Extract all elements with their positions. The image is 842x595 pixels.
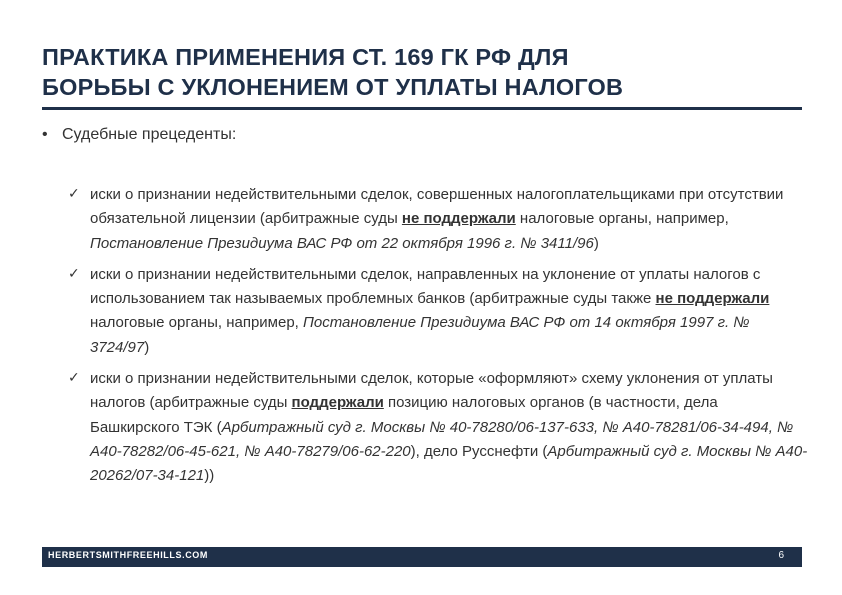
bullet-heading <box>42 124 236 146</box>
checkmark-icon: ✓ <box>68 370 80 387</box>
bullet-marker: • <box>42 126 48 143</box>
item-emphasis: не поддержали <box>655 290 770 308</box>
item-text-cont: позицию налоговых органов (в частности, дела Башкирского ТЭК ( <box>90 394 718 436</box>
slide-title-line-1: ПРАКТИКА ПРИМЕНЕНИЯ СТ. 169 ГК РФ ДЛЯ <box>42 44 569 70</box>
item-text-end: ) <box>144 338 150 356</box>
item-text: иски о признании недействительными сделок, которые «оформляют» схему уклонения от уплаты налогов (арбитражные суды <box>90 370 773 412</box>
page-number: 6 <box>778 550 784 561</box>
item-text-cont: налоговые органы, например, <box>515 210 729 228</box>
item-citation: Постановление Президиума ВАС РФ от 14 октября 1997 г. № 3724/97 <box>90 314 750 356</box>
item-citation-2: Арбитражный суд г. Москвы № А40-20262/07-34-121 <box>90 442 808 485</box>
item-citation: Постановление Президиума ВАС РФ от 22 октября 1996 г. № 3411/96 <box>90 234 594 252</box>
list-item <box>68 367 808 488</box>
item-text: иски о признании недействительными сделок, совершенных налогоплательщиками при отсутствии обязательной лицензии (арбитражные суды <box>90 186 784 228</box>
footer-brand: HERBERTSMITHFREEHILLS.COM <box>48 550 208 560</box>
list-item <box>68 183 808 256</box>
item-citation: Арбитражный суд г. Москвы № 40-78280/06-137-633, № А40-78281/06-34-494, № А40-78282/06-45-621, № А40-78279/06-62-220 <box>90 418 794 460</box>
slide-title-line-2: БОРЬБЫ С УКЛОНЕНИЕМ ОТ УПЛАТЫ НАЛОГОВ <box>42 74 624 100</box>
item-text: иски о признании недействительными сделок, направленных на уклонение от уплаты налогов с использованием так называемых проблемных банков (арбитражные суды также <box>90 265 761 308</box>
list-item <box>68 263 808 360</box>
item-text-mid: ), дело Русснефти ( <box>410 442 548 460</box>
bullet-heading-text: Судебные прецеденты: <box>62 126 237 143</box>
item-emphasis: не поддержали <box>401 210 516 228</box>
item-text-end: ) <box>593 234 599 252</box>
title-divider <box>42 107 802 110</box>
item-text-end: )) <box>204 467 215 485</box>
precedent-list <box>68 183 808 496</box>
checkmark-icon: ✓ <box>68 186 80 202</box>
slide-title <box>42 42 802 102</box>
item-text-cont: налоговые органы, например, <box>90 314 304 332</box>
item-emphasis: поддержали <box>291 394 384 412</box>
footer-bar <box>42 547 802 567</box>
checkmark-icon: ✓ <box>68 265 80 282</box>
